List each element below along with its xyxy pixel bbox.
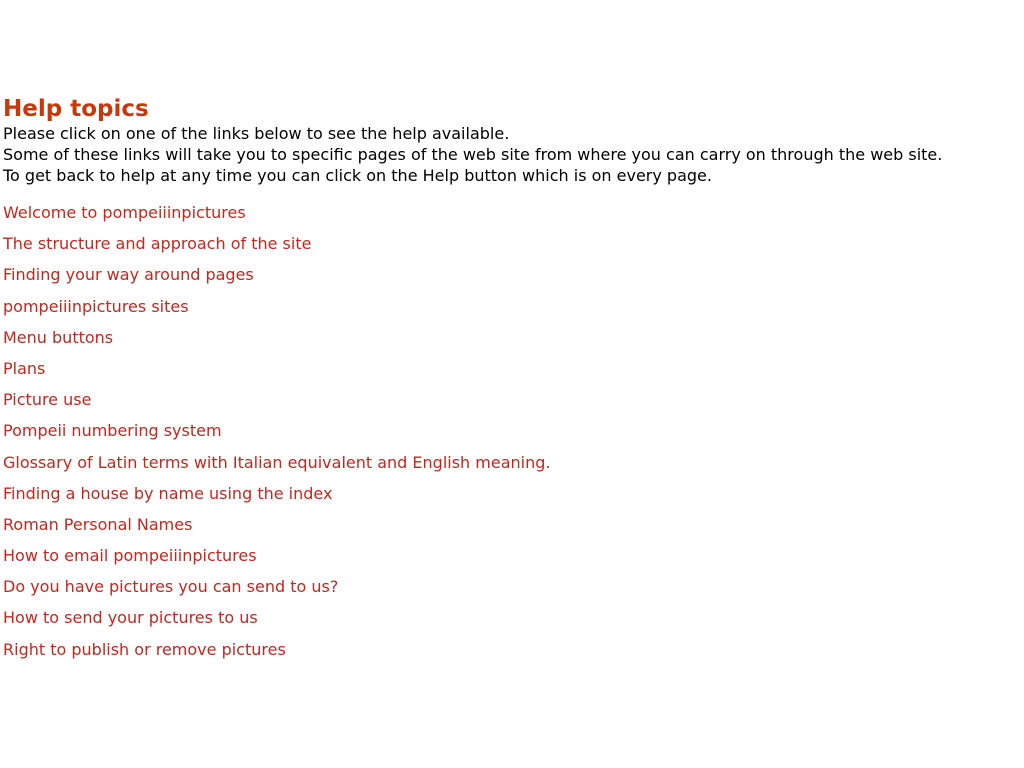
intro-text <box>3 123 1021 186</box>
list-item <box>3 415 1021 446</box>
topic-link-roman-names[interactable]: Roman Personal Names <box>3 514 193 534</box>
topic-link-have-pictures[interactable]: Do you have pictures you can send to us? <box>3 577 339 597</box>
list-item <box>3 353 1021 384</box>
list-item <box>3 322 1021 353</box>
list-item <box>3 291 1021 322</box>
topic-link-send-pictures[interactable]: How to send your pictures to us <box>3 608 258 628</box>
intro-line: Please click on one of the links below to see the help available. <box>3 124 510 143</box>
topic-link-menu-buttons[interactable]: Menu buttons <box>3 327 114 347</box>
topic-link-structure[interactable]: The structure and approach of the site <box>3 234 312 254</box>
list-item <box>3 259 1021 290</box>
page-title: Help topics <box>3 96 149 122</box>
list-item <box>3 634 1021 665</box>
topic-link-email[interactable]: How to email pompeiiinpictures <box>3 546 257 566</box>
list-item <box>3 197 1021 228</box>
list-item <box>3 478 1021 509</box>
topic-link-house-index[interactable]: Finding a house by name using the index <box>3 483 333 503</box>
topic-link-plans[interactable]: Plans <box>3 358 46 378</box>
topic-link-numbering[interactable]: Pompeii numbering system <box>3 421 222 441</box>
topic-link-picture-use[interactable]: Picture use <box>3 390 92 410</box>
topic-link-glossary[interactable]: Glossary of Latin terms with Italian equivalent and English meaning. <box>3 452 551 472</box>
topic-link-publish-remove[interactable]: Right to publish or remove pictures <box>3 639 286 659</box>
help-content <box>3 95 1021 665</box>
topic-link-sites[interactable]: pompeiiinpictures sites <box>3 296 189 316</box>
list-item <box>3 602 1021 633</box>
help-topic-list <box>3 197 1021 665</box>
intro-line: To get back to help at any time you can click on the Help button which is on every page. <box>3 166 712 185</box>
intro-line: Some of these links will take you to specific pages of the web site from where you can carry on through the web site. <box>3 145 943 164</box>
topic-link-finding-way[interactable]: Finding your way around pages <box>3 265 254 285</box>
list-item <box>3 540 1021 571</box>
topic-link-welcome[interactable]: Welcome to pompeiiinpictures <box>3 203 246 222</box>
list-item <box>3 228 1021 259</box>
list-item <box>3 509 1021 540</box>
list-item <box>3 447 1021 478</box>
list-item <box>3 571 1021 602</box>
list-item <box>3 384 1021 415</box>
